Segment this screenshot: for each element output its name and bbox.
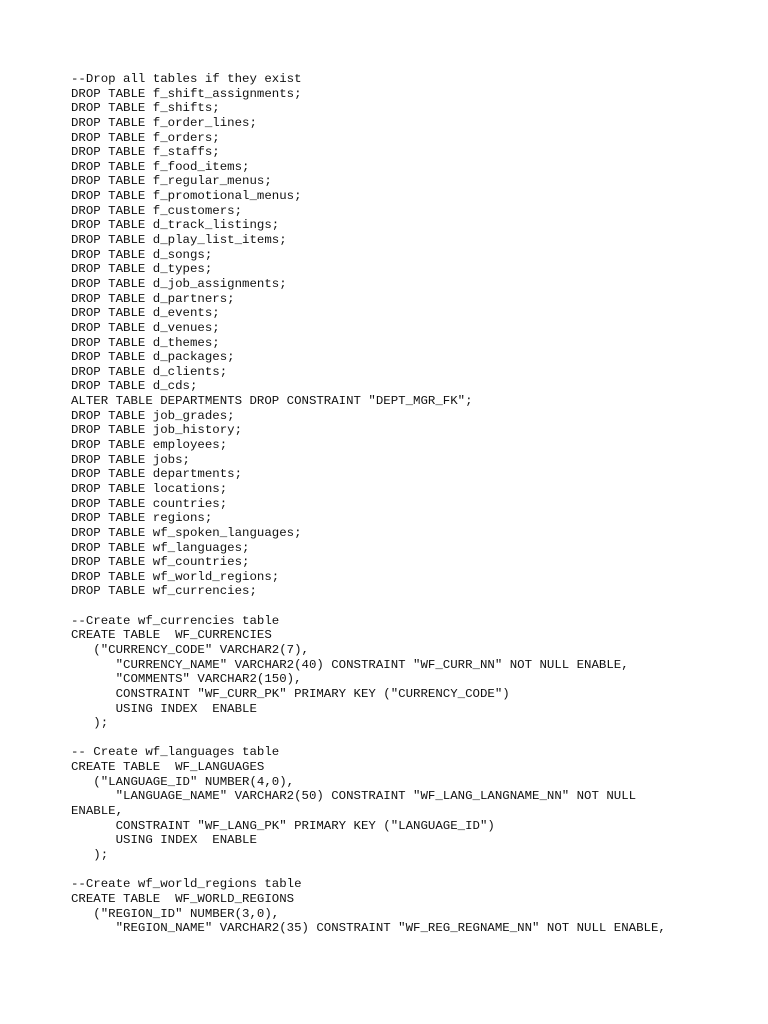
code-line: DROP TABLE d_partners; xyxy=(71,291,235,306)
code-line: -- Create wf_languages table xyxy=(71,745,280,760)
code-line: CREATE TABLE WF_WORLD_REGIONS xyxy=(71,891,295,906)
code-line: DROP TABLE d_themes; xyxy=(71,335,220,350)
code-line: ALTER TABLE DEPARTMENTS DROP CONSTRAINT "DEPT_MGR_FK"; xyxy=(71,394,473,409)
code-line: DROP TABLE f_promotional_menus; xyxy=(71,189,302,204)
code-line: DROP TABLE d_clients; xyxy=(71,364,228,379)
code-line: DROP TABLE f_order_lines; xyxy=(71,115,257,130)
code-line xyxy=(71,863,751,878)
code-line: DROP TABLE countries; xyxy=(71,496,228,511)
code-line: ENABLE, xyxy=(71,804,124,819)
code-line: DROP TABLE job_history; xyxy=(71,423,243,438)
code-line: DROP TABLE job_grades; xyxy=(71,408,235,423)
code-line: USING INDEX ENABLE xyxy=(71,833,257,848)
code-line: CREATE TABLE WF_LANGUAGES xyxy=(71,760,265,775)
code-line: DROP TABLE locations; xyxy=(71,481,228,496)
code-line: DROP TABLE d_venues; xyxy=(71,320,220,335)
code-line: DROP TABLE f_shifts; xyxy=(71,101,220,116)
code-line: DROP TABLE wf_currencies; xyxy=(71,584,257,599)
code-line: DROP TABLE regions; xyxy=(71,511,213,526)
code-line: DROP TABLE wf_languages; xyxy=(71,540,250,555)
code-line: CREATE TABLE WF_CURRENCIES xyxy=(71,628,272,643)
code-line: DROP TABLE f_shift_assignments; xyxy=(71,86,302,101)
code-line: DROP TABLE d_job_assignments; xyxy=(71,276,287,291)
code-line: DROP TABLE d_packages; xyxy=(71,350,235,365)
code-line xyxy=(71,599,751,614)
code-line: ("CURRENCY_CODE" VARCHAR2(7), xyxy=(71,642,309,657)
code-line: DROP TABLE wf_spoken_languages; xyxy=(71,525,302,540)
code-line: ); xyxy=(71,716,109,731)
code-line: DROP TABLE f_regular_menus; xyxy=(71,174,272,189)
code-line: CONSTRAINT "WF_CURR_PK" PRIMARY KEY ("CURRENCY_CODE") xyxy=(71,686,510,701)
code-line: ); xyxy=(71,847,109,862)
code-line: DROP TABLE wf_countries; xyxy=(71,555,250,570)
code-line: DROP TABLE d_play_list_items; xyxy=(71,233,287,248)
code-line: DROP TABLE employees; xyxy=(71,438,228,453)
code-line: DROP TABLE f_staffs; xyxy=(71,145,220,160)
code-line: DROP TABLE d_events; xyxy=(71,306,220,321)
code-line: ("REGION_ID" NUMBER(3,0), xyxy=(71,906,280,921)
code-line: "LANGUAGE_NAME" VARCHAR2(50) CONSTRAINT "WF_LANG_LANGNAME_NN" NOT NULL xyxy=(71,789,637,804)
code-line: --Drop all tables if they exist xyxy=(71,72,302,86)
code-line: DROP TABLE f_orders; xyxy=(71,130,220,145)
code-line: ("LANGUAGE_ID" NUMBER(4,0), xyxy=(71,774,295,789)
code-line: "COMMENTS" VARCHAR2(150), xyxy=(71,672,302,687)
code-line: DROP TABLE d_track_listings; xyxy=(71,218,280,233)
code-line: DROP TABLE f_food_items; xyxy=(71,159,250,174)
code-line: DROP TABLE departments; xyxy=(71,467,243,482)
code-line: DROP TABLE d_cds; xyxy=(71,379,198,394)
code-line: --Create wf_currencies table xyxy=(71,613,280,628)
code-line: DROP TABLE wf_world_regions; xyxy=(71,569,280,584)
code-line: USING INDEX ENABLE xyxy=(71,701,257,716)
code-line: "CURRENCY_NAME" VARCHAR2(40) CONSTRAINT "WF_CURR_NN" NOT NULL ENABLE, xyxy=(71,657,629,672)
code-line: CONSTRAINT "WF_LANG_PK" PRIMARY KEY ("LANGUAGE_ID") xyxy=(71,818,495,833)
code-line: DROP TABLE d_songs; xyxy=(71,247,213,262)
code-line: --Create wf_world_regions table xyxy=(71,877,302,892)
sql-code-block xyxy=(71,72,751,936)
code-line: DROP TABLE f_customers; xyxy=(71,203,243,218)
code-line: "REGION_NAME" VARCHAR2(35) CONSTRAINT "WF_REG_REGNAME_NN" NOT NULL ENABLE, xyxy=(71,921,666,936)
code-line: DROP TABLE d_types; xyxy=(71,262,213,277)
code-line: DROP TABLE jobs; xyxy=(71,452,190,467)
code-line xyxy=(71,731,751,746)
